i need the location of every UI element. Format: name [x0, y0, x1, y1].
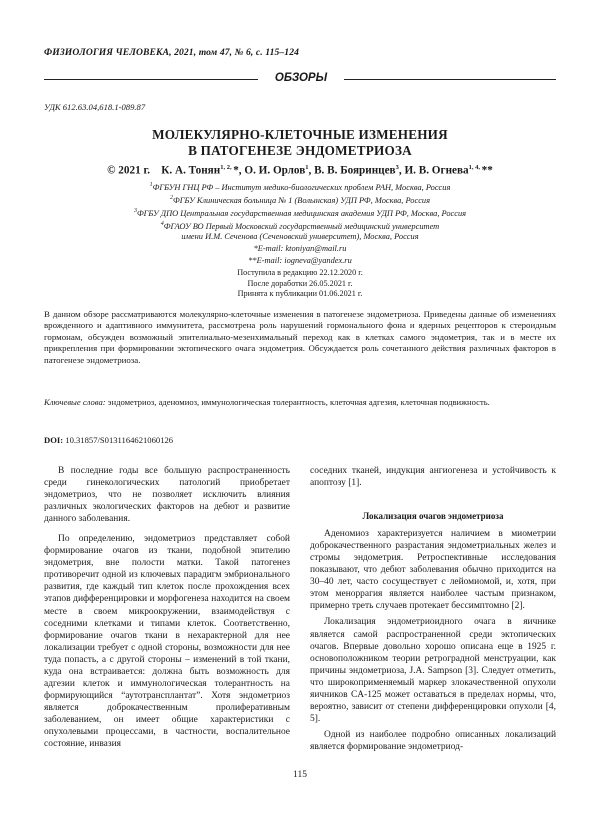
date-accepted: Принята к публикации 01.06.2021 г.: [237, 289, 363, 298]
journal-header: ФИЗИОЛОГИЯ ЧЕЛОВЕКА, 2021, том 47, № 6, с. 115–124: [44, 47, 299, 58]
title-line-1: МОЛЕКУЛЯРНО-КЛЕТОЧНЫЕ ИЗМЕНЕНИЯ: [152, 127, 448, 142]
affiliation-1: [44, 180, 556, 193]
doi: [44, 435, 173, 445]
email-2-text: **E-mail: iogneva@yandex.ru: [248, 256, 352, 265]
author-4: И. В. Огнева: [404, 164, 469, 177]
affiliation-2-text: ФГБУ Клиническая больница № 1 (Волынская) УДП РФ, Москва, Россия: [173, 195, 430, 205]
paragraph: В последние годы все большую распространенность среди гинекологических патологий приобретает эндометриоз, что не позволяет исключить влияния различных экологических факторов на дебют и развитие данного заболевания.: [44, 466, 290, 525]
paragraph: Одной из наиболее подробно описанных локализаций является формирование эндометриод-: [310, 729, 556, 752]
author-4-sup: 1, 4,: [468, 164, 482, 171]
doi-value: 10.31857/S0131164621060126: [65, 435, 174, 445]
page-number: 115: [293, 770, 307, 780]
affiliation-3-text: ФГБУ ДПО Центральная государственная медицинская академия УДП РФ, Москва, Россия: [136, 208, 467, 218]
keywords: [44, 397, 556, 408]
udk-code: УДК 612.63.04,618.1-089.87: [44, 102, 146, 112]
author-3: В. В. Бояринцев: [314, 164, 396, 177]
section-subheading: Локализация очагов эндометриоза: [362, 511, 504, 522]
author-3-sup: 3: [395, 164, 399, 171]
paragraph: Аденомиоз характеризуется наличием в миометрии доброкачественного разрастания эндометриальных желез и стромы эндометрия. Ретроспективные исследования показывают, что дебют заболевания обычно приходится на 30–40 лет, часто сосуществует с лейомиомой, и, хотя, при этом меноррагия является наиболее частым признаком, примерно треть случаев протекает бессимптомно [2].: [310, 529, 556, 612]
paragraph-continued: соседних тканей, индукция ангиогенеза и устойчивость к апоптозу [1].: [310, 466, 556, 489]
body-column-right: [310, 465, 556, 753]
affiliation-1-text: ФГБУН ГНЦ РФ – Институт медико-биологических проблем РАН, Москва, Россия: [152, 182, 451, 192]
author-1-sup: 1, 2,: [220, 164, 234, 171]
affiliation-4-cont-text: имени И.М. Сеченова (Сеченовский университет), Москва, Россия: [181, 232, 419, 241]
author-1: К. А. Тонян: [161, 164, 221, 177]
author-line: © 2021 г. К. А. Тонян$^{1, 2,}$ *, О. И. Орлов$^1$, В. В. Бояринцев$^3$, И. В. Огнева$^{1, 4,}$ **: [107, 164, 493, 177]
affiliation-4-cont: [44, 231, 556, 242]
email-1: [44, 243, 556, 254]
rule-left: [44, 79, 258, 80]
author-1-mark: *: [233, 164, 239, 177]
title-line-2: В ПАТОГЕНЕЗЕ ЭНДОМЕТРИОЗА: [188, 142, 412, 158]
author-4-mark: **: [481, 164, 493, 177]
article-title: [44, 127, 556, 158]
affiliation-2: [44, 193, 556, 206]
affiliation-4-sup: 4: [160, 221, 164, 227]
keywords-text: эндометриоз, аденомиоз, иммунологическая толерантность, клеточная адгезия, клеточная подвижность.: [107, 397, 490, 407]
author-2: О. И. Орлов: [244, 164, 306, 177]
date-received: Поступила в редакцию 22.12.2020 г.: [237, 268, 363, 277]
affiliation-3: [44, 206, 556, 219]
date-revised: После доработки 26.05.2021 г.: [247, 278, 353, 288]
copyright: © 2021 г.: [107, 164, 151, 177]
keywords-label: Ключевые слова:: [44, 397, 106, 407]
affiliation-4-text: ФГАОУ ВО Первый Московский государственный медицинский университет: [163, 221, 440, 231]
affiliation-1-sup: 1: [149, 182, 153, 188]
section-heading: [44, 73, 556, 85]
doi-label: DOI:: [44, 435, 64, 445]
abstract: В данном обзоре рассматриваются молекулярно-клеточные изменения в патогенезе эндометриоза. Приведены данные об изменениях врожденного и адаптивного иммунитета, рассмотрена роль нарушений гормонального фона и ядерных рецепторов к стероидным гормонам, обсужден возможный эпителиально-мезенхимальный переход как в клетках самого эндометрия, так и в месте их прикрепления при формировании эктопического очага эндометрия. Обсуждается роль сочетанного действия различных факторов в патогенезе эндометриоза.: [44, 309, 556, 365]
article-dates: [44, 268, 556, 300]
paragraph: Локализация эндометриоидного очага в яичнике является самой распространенной среди эктопических очагов. Впервые довольно хорошо описана еще в 1925 г. основоположником теории ретроградной менструации, как причины эндометриоза, J.A. Sampson [3]. Следует отметить, что широкоприменяемый маркер злокачественной опухоли яичников CA-125 может оставаться в пределах нормы, что, вероятно, зависит от степени дифференцировки опухоли [4, 5].: [310, 617, 556, 724]
body-column-left: [44, 465, 290, 750]
author-2-sup: 1: [305, 164, 309, 171]
affiliation-3-sup: 3: [133, 208, 137, 214]
email-1-text: *E-mail: ktoniyan@mail.ru: [253, 244, 347, 253]
email-2: [44, 255, 556, 266]
section-label: ОБЗОРЫ: [274, 72, 328, 84]
paragraph: По определению, эндометриоз представляет собой формирование очагов из ткани, подобной эпителию эндометрия, вне полости матки. Такой патогенез противоречит одной из ключевых парадигм эмбрионального развития, где каждый тип клеток после прохождения всех этапов дифференцировки и морфогенеза находится на своем месте в своем микроокружении, взаимодействуя с соседними клетками и типами клеток. Соответственно, формирование очагов ткани в нехарактерной для нее локализации требует с одной стороны, возможности для нее туда попасть, а с другой стороны – изменений в той ткани, куда она встраивается: должна быть возможность для адгезии клеток и иммунологическая толерантность на формирующийся “аутотрансплантат”. Хотя эндометриоз является доброкачественным пролиферативным заболеванием, он имеет общие характеристики с опухолевыми процессами, в частности, воспалительное состояние, инвазия: [44, 534, 290, 750]
rule-right: [344, 79, 556, 80]
affiliation-2-sup: 2: [170, 195, 173, 201]
